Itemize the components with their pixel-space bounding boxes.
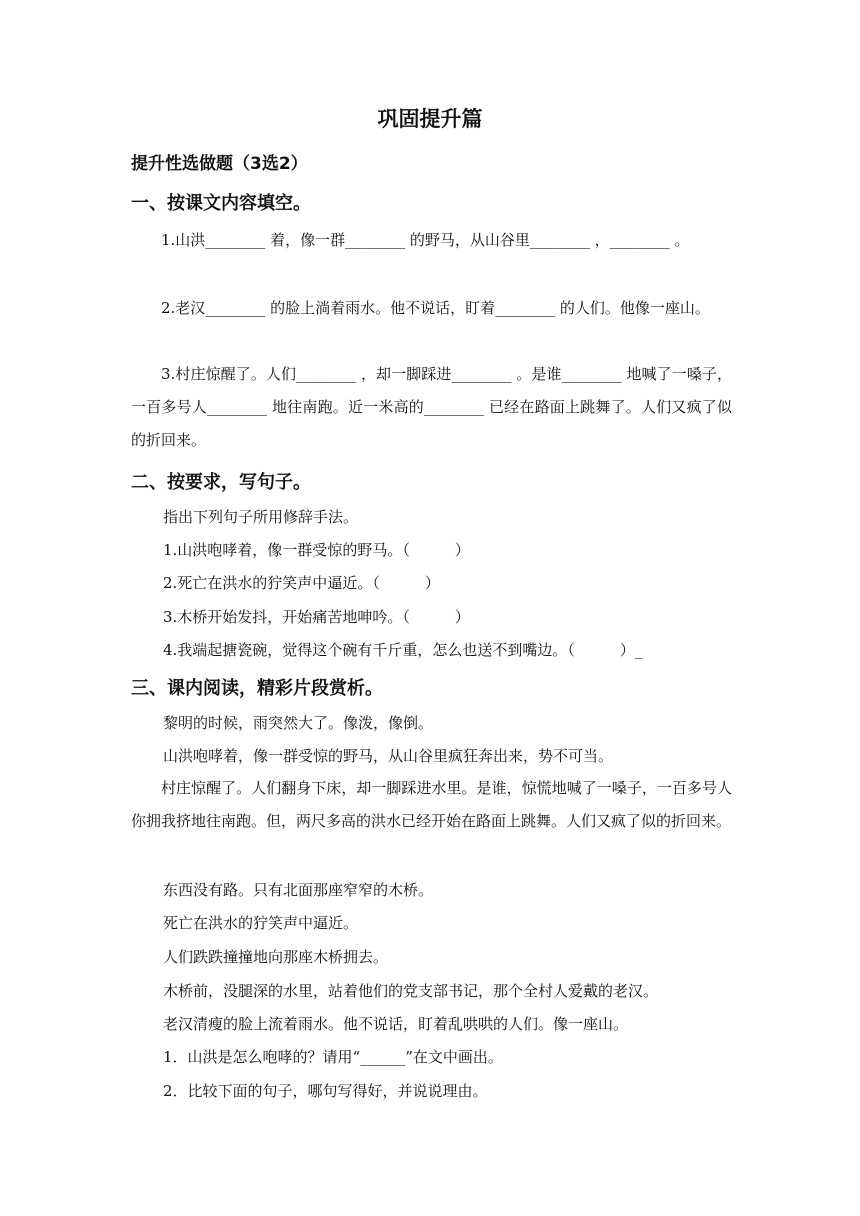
page-title: 巩固提升篇 (377, 107, 483, 131)
passage-paragraph: 东西没有路。只有北面那座窄窄的木桥。 (163, 881, 434, 899)
passage-paragraph: 死亡在洪水的狞笑声中逼近。 (163, 914, 359, 932)
passage-paragraph: 村庄惊醒了。人们翻身下床，却一脚踩进水里。是谁，惊慌地喊了一嗓子，一百多号人你拥我挤地往南跑。但，两尺多高的洪水已经开始在路面上跳舞。人们又疯了似的折回来。 (131, 779, 732, 830)
reading-question-2: 2．比较下面的句子，哪句写得好，并说说理由。 (163, 1082, 488, 1100)
fill-item-1: 1.山洪________ 着，像一群________ 的野马，从山谷里________ ，________ 。 (161, 231, 690, 249)
section-1-heading: 一、按课文内容填空。 (131, 193, 311, 214)
rhetoric-item-3: 3.木桥开始发抖，开始痛苦地呻吟。（ ） (163, 608, 470, 626)
section-2-intro: 指出下列句子所用修辞手法。 (163, 508, 359, 526)
rhetoric-item-4: 4.我端起搪瓷碗，觉得这个碗有千斤重，怎么也送不到嘴边。（ ）_ (163, 641, 643, 659)
reading-question-1: 1．山洪是怎么咆哮的？请用“______”在文中画出。 (163, 1048, 503, 1066)
passage-paragraph: 木桥前，没腿深的水里，站着他们的党支部书记，那个全村人爱戴的老汉。 (163, 982, 659, 1000)
passage-paragraph: 人们跌跌撞撞地向那座木桥拥去。 (163, 948, 389, 966)
passage-paragraph: 山洪咆哮着，像一群受惊的野马，从山谷里疯狂奔出来，势不可当。 (163, 747, 614, 765)
rhetoric-item-1: 1.山洪咆哮着，像一群受惊的野马。（ ） (163, 541, 470, 559)
fill-item-3: 3.村庄惊醒了。人们________ ，却一脚踩进________ 。是谁________ 地喊了一嗓子，一百多号人________ 地往南跑。近一米高的________ 已经在路面上跳舞了。人们又疯了似的折回来。 (131, 365, 732, 449)
passage-paragraph: 老汉清瘦的脸上流着雨水。他不说话，盯着乱哄哄的人们。像一座山。 (163, 1015, 629, 1033)
subtitle: 提升性选做题（3选2） (131, 154, 308, 174)
rhetoric-item-2: 2.死亡在洪水的狞笑声中逼近。（ ） (163, 574, 440, 592)
section-3-heading: 三、课内阅读，精彩片段赏析。 (131, 678, 383, 699)
passage-paragraph: 黎明的时候，雨突然大了。像泼，像倒。 (163, 714, 434, 732)
section-2-heading: 二、按要求，写句子。 (131, 472, 311, 493)
fill-item-2: 2.老汉________ 的脸上淌着雨水。他不说话，盯着________ 的人们。他像一座山。 (161, 299, 710, 317)
